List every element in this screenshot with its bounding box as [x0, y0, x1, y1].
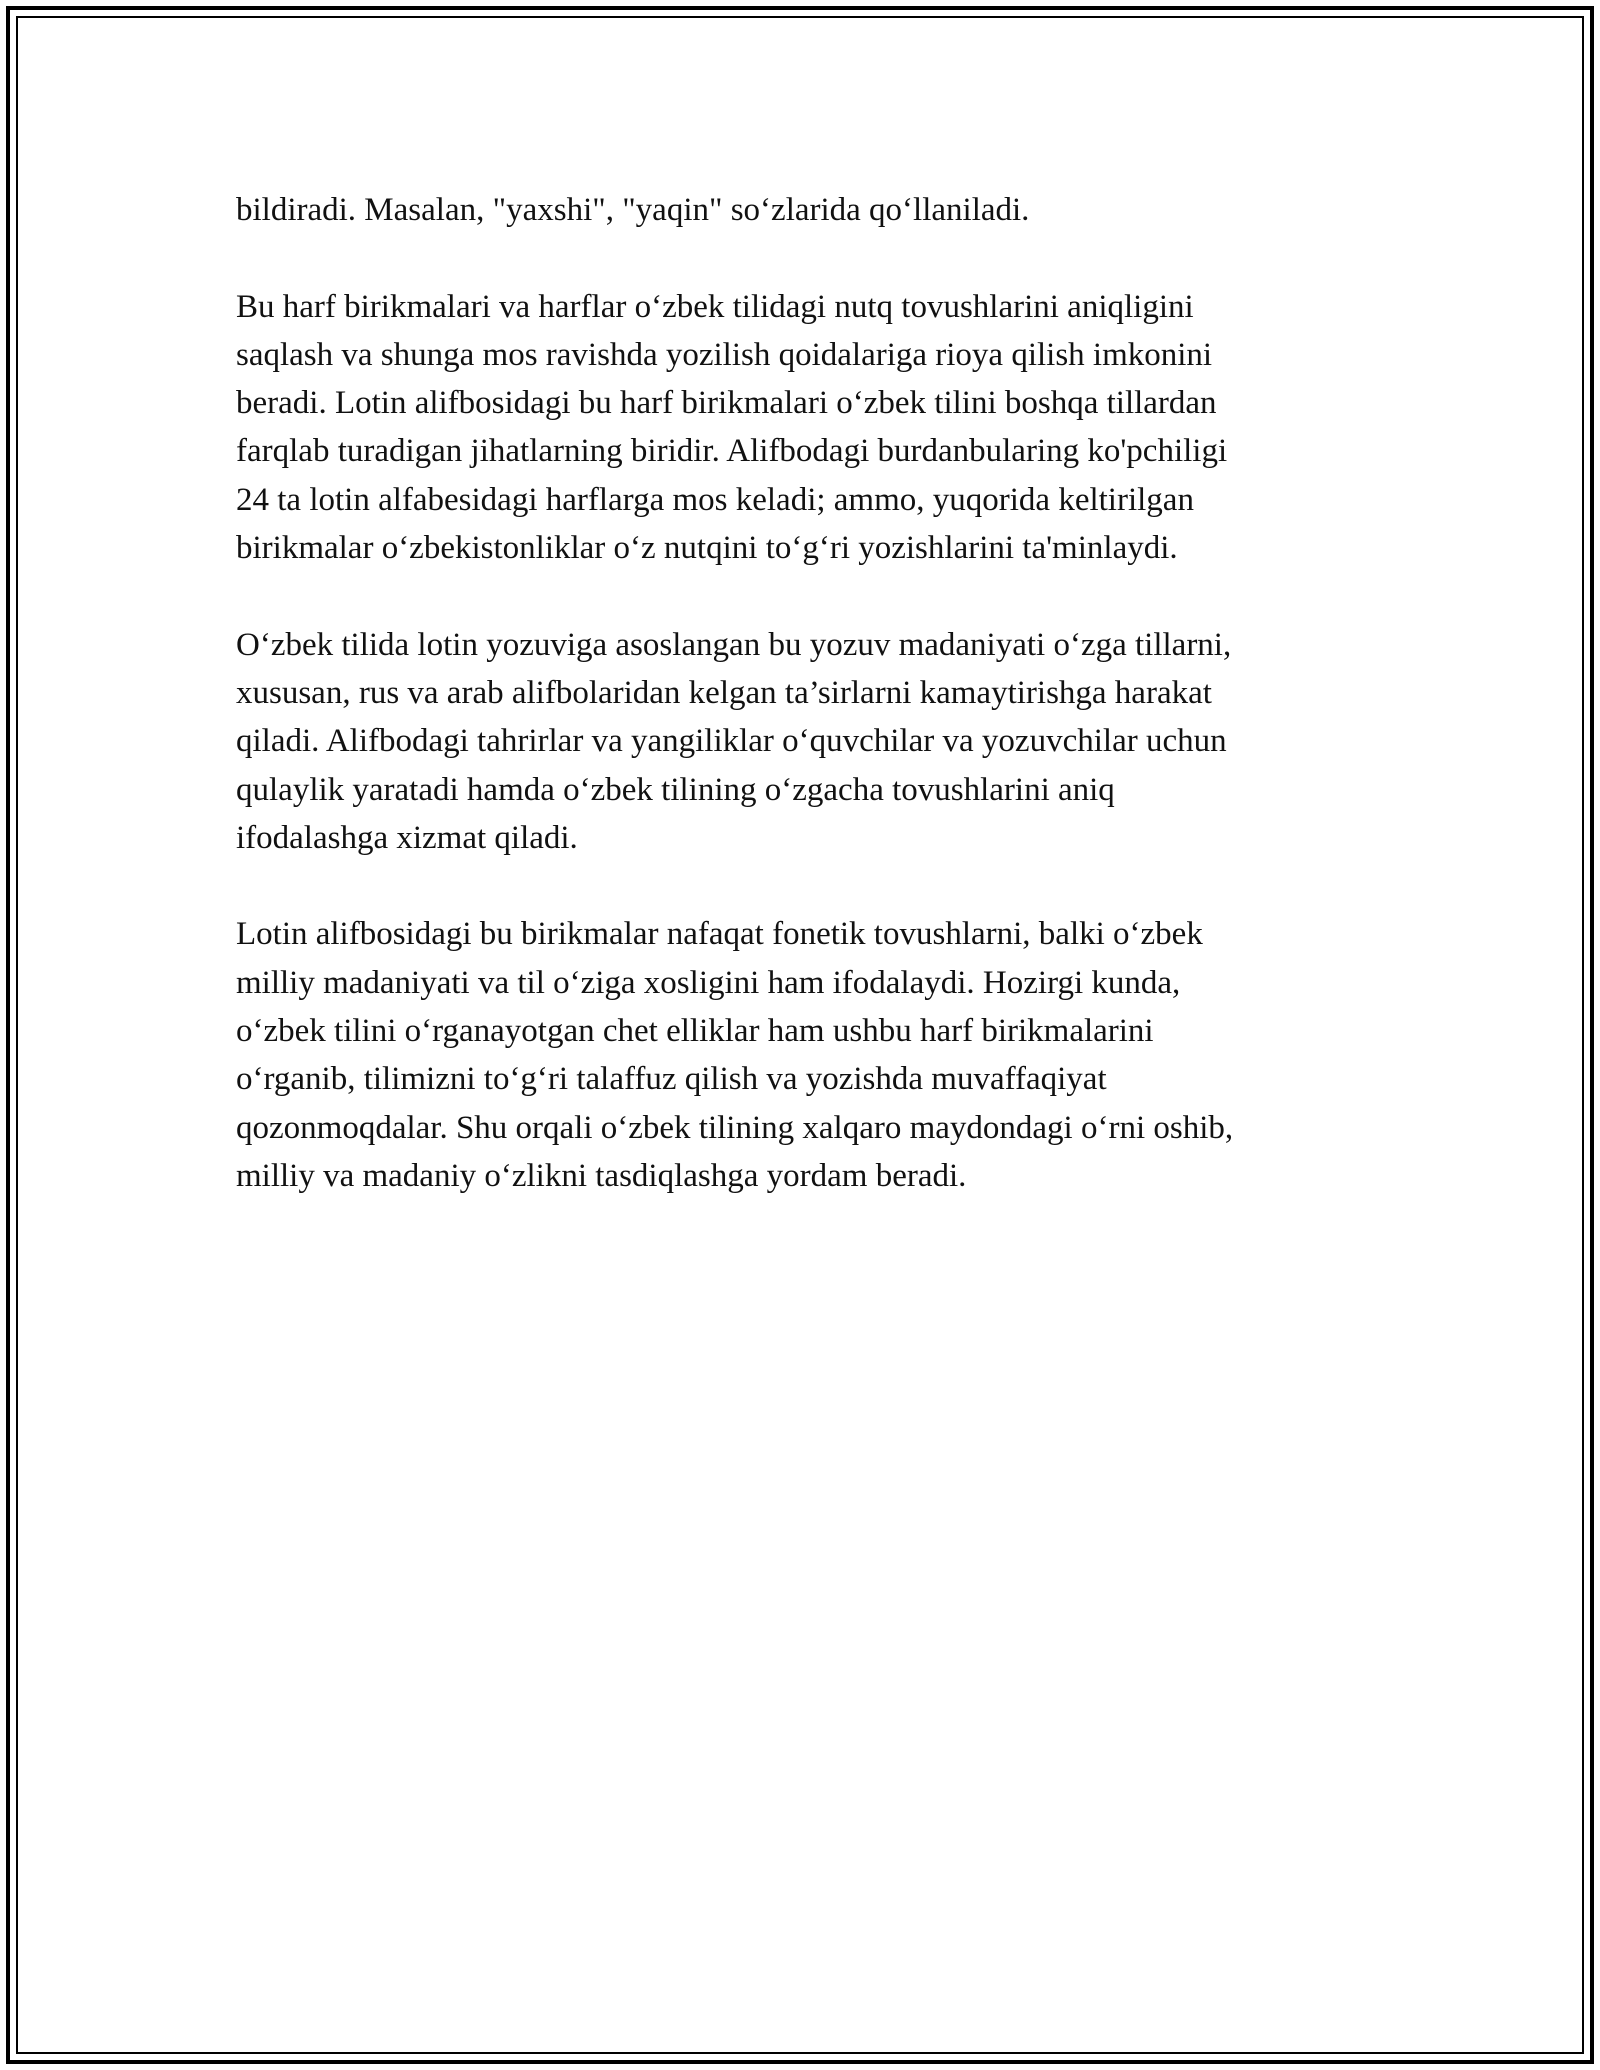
- text-line: milliy va madaniy o‘zlikni tasdiqlashga yordam beradi.: [236, 1157, 967, 1194]
- paragraph-4: [236, 910, 1386, 1200]
- text-line: milliy madaniyati va til o‘ziga xosligini ham ifodalaydi. Hozirgi kunda,: [236, 964, 1181, 1001]
- text-line: o‘zbek tilini o‘rganayotgan chet elliklar ham ushbu harf birikmalarini: [236, 1013, 1154, 1050]
- text-line: beradi. Lotin alifbosidagi bu harf birikmalari o‘zbek tilini boshqa tillardan: [236, 385, 1217, 422]
- document-body: [236, 186, 1386, 1249]
- text-line: 24 ta lotin alfabesidagi harflarga mos keladi; ammo, yuqorida keltirilgan: [236, 481, 1194, 518]
- text-line: farqlab turadigan jihatlarning biridir. Alifbodagi burdanbularing ko'pchiligi: [236, 433, 1228, 470]
- text-line: ifodalashga xizmat qiladi.: [236, 819, 578, 856]
- text-line: qulaylik yaratadi hamda o‘zbek tilining o‘zgacha tovushlarini aniq: [236, 771, 1115, 808]
- text-line: qozonmoqdalar. Shu orqali o‘zbek tilining xalqaro maydondagi o‘rni oshib,: [236, 1109, 1234, 1146]
- text-line: bildiradi. Masalan, "yaxshi", "yaqin" so‘zlarida qo‘llaniladi.: [236, 192, 1030, 228]
- text-line: xususan, rus va arab alifbolaridan kelgan ta’sirlarni kamaytirishga harakat: [236, 674, 1212, 711]
- text-line: Lotin alifbosidagi bu birikmalar nafaqat fonetik tovushlarni, balki o‘zbek: [236, 916, 1203, 953]
- text-line: O‘zbek tilida lotin yozuviga asoslangan bu yozuv madaniyati o‘zga tillarni,: [236, 626, 1232, 663]
- text-line: birikmalar o‘zbekistonliklar o‘z nutqini to‘g‘ri yozishlarini ta'minlaydi.: [236, 530, 1178, 567]
- paragraph-1: [236, 186, 1386, 234]
- paragraph-3: [236, 621, 1386, 862]
- text-line: qiladi. Alifbodagi tahrirlar va yangiliklar o‘quvchilar va yozuvchilar uchun: [236, 723, 1227, 760]
- paragraph-2: [236, 283, 1386, 573]
- text-line: o‘rganib, tilimizni to‘g‘ri talaffuz qilish va yozishda muvaffaqiyat: [236, 1061, 1107, 1098]
- text-line: saqlash va shunga mos ravishda yozilish qoidalariga rioya qilish imkonini: [236, 336, 1213, 373]
- text-line: Bu harf birikmalari va harflar o‘zbek tilidagi nutq tovushlarini aniqligini: [236, 288, 1194, 325]
